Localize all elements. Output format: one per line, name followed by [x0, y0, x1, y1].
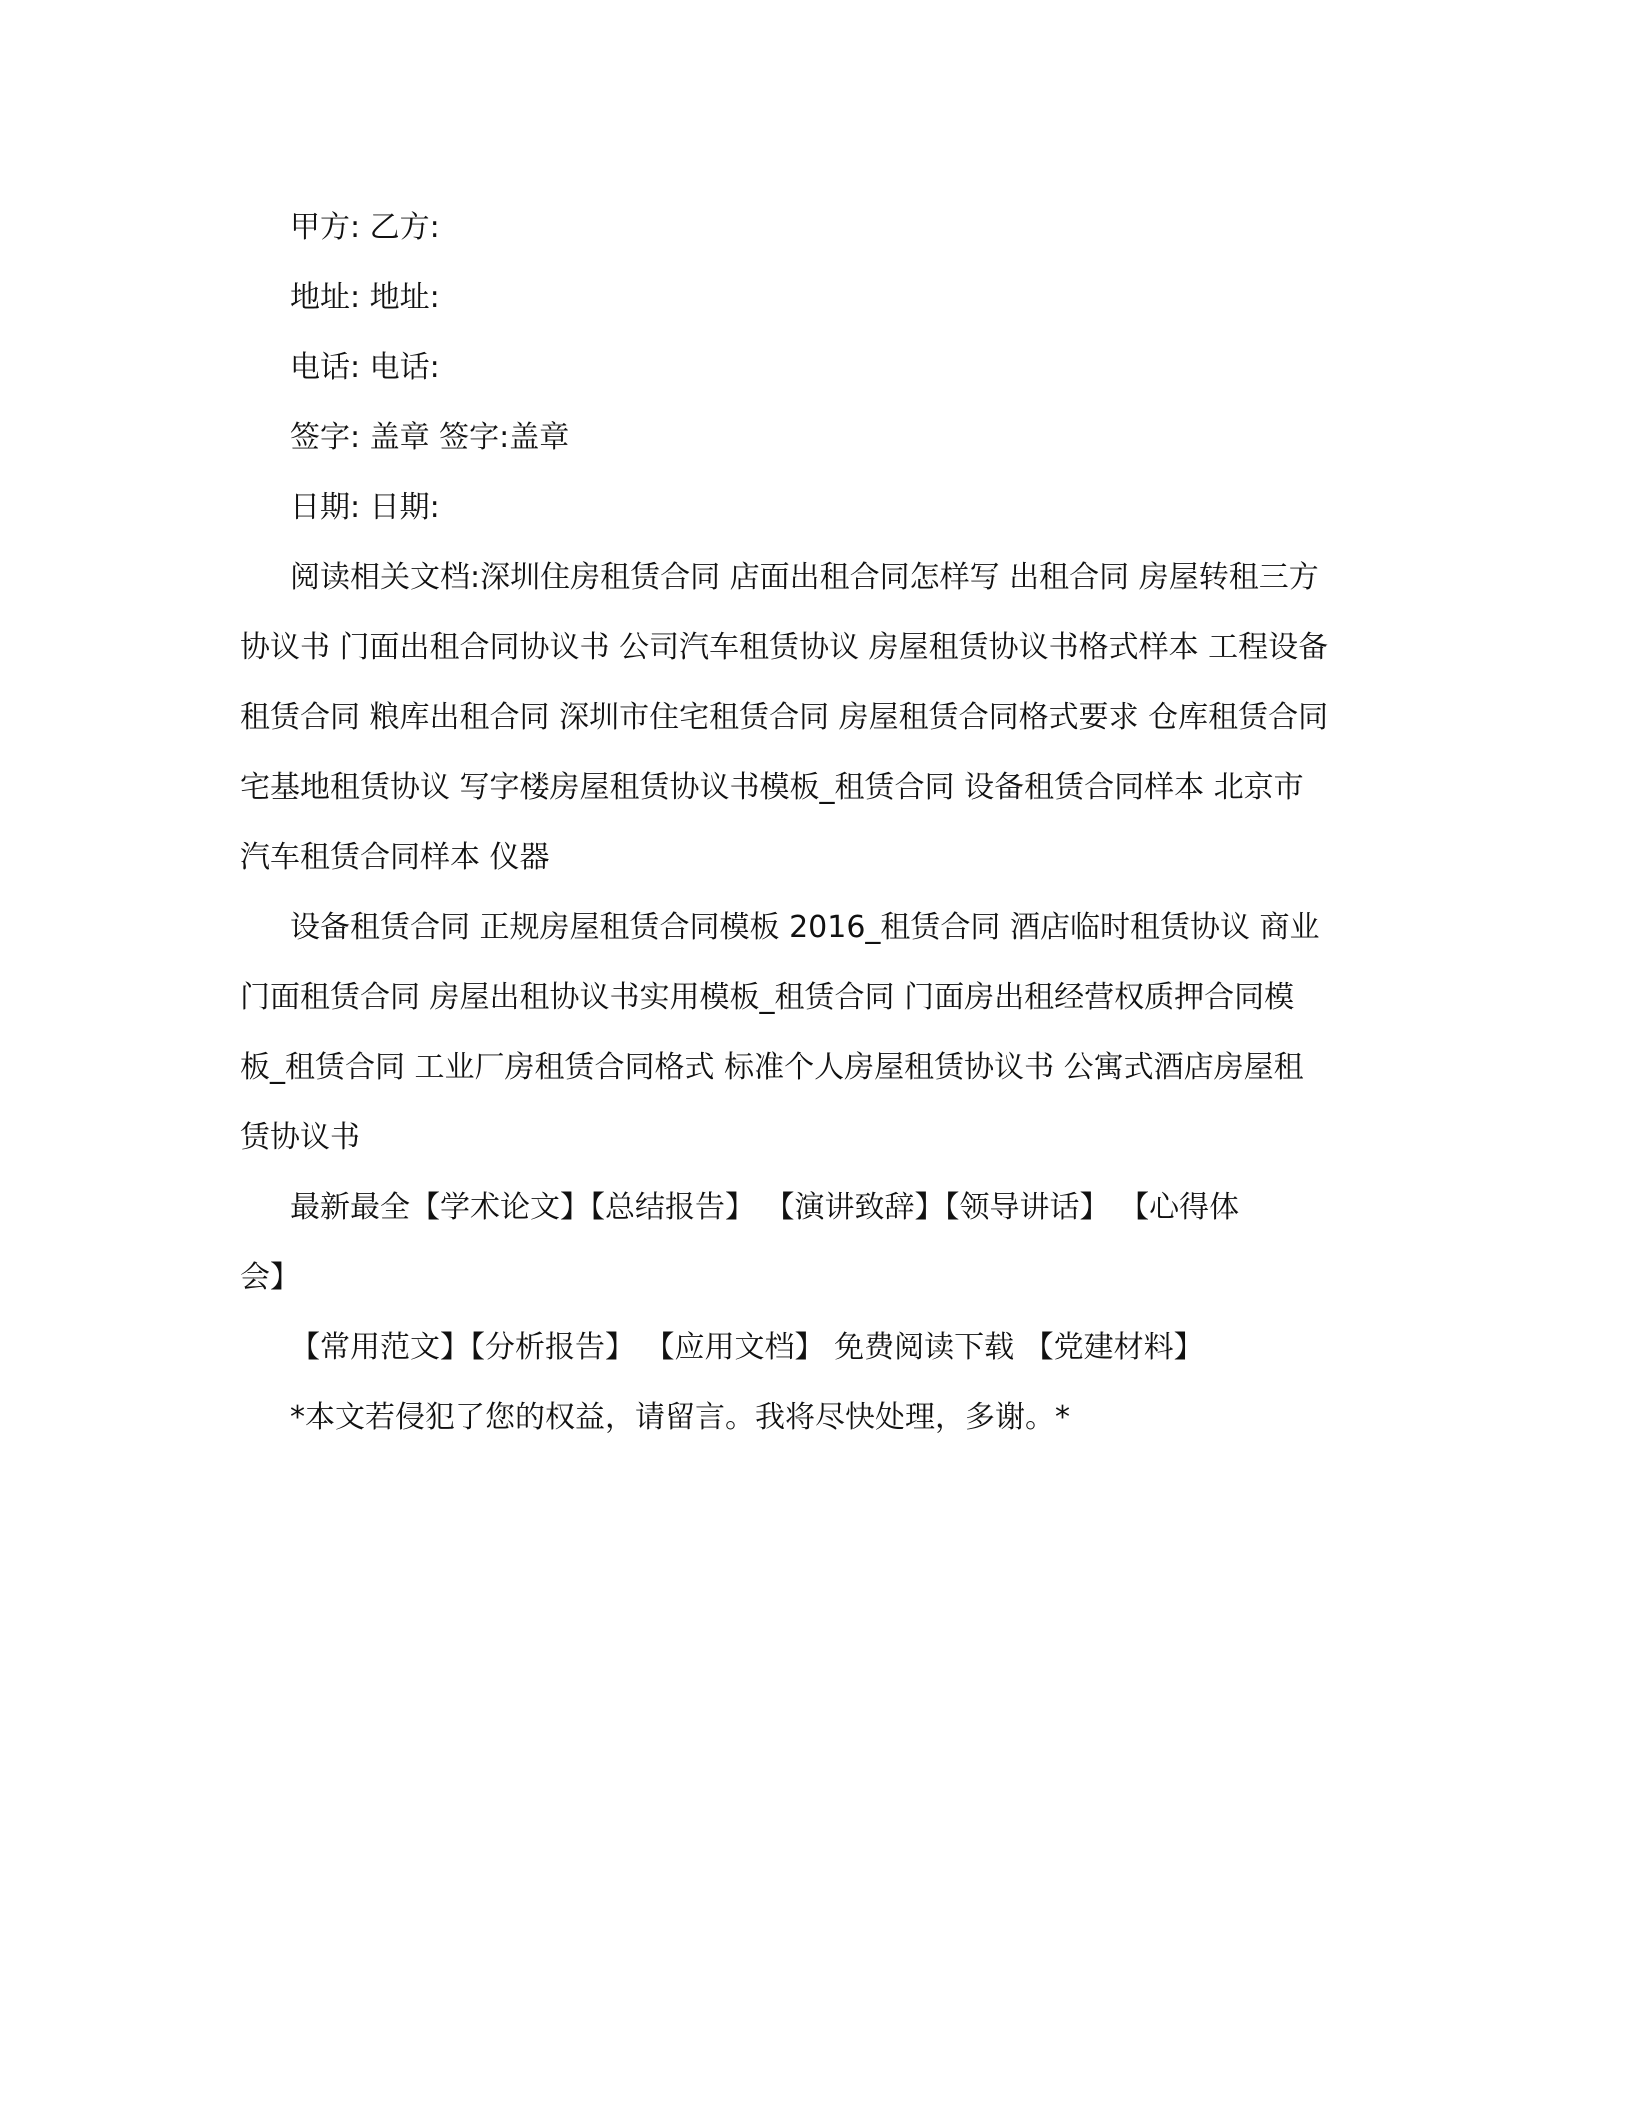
promo-paragraph	[240, 1173, 1390, 1313]
related-docs-line: 赁协议书	[240, 1120, 360, 1155]
related-docs-line: 协议书 门面出租合同协议书 公司汽车租赁协议 房屋租赁协议书格式样本 工程设备	[240, 630, 1329, 665]
related-docs-line: 汽车租赁合同样本 仪器	[240, 840, 550, 875]
related-docs-paragraph	[240, 543, 1390, 893]
promo-line: 会】	[240, 1260, 300, 1295]
address-line: 地址: 地址:	[290, 280, 440, 315]
signature-block	[240, 193, 1390, 543]
copyright-notice	[240, 1383, 1390, 1453]
related-docs-line: 板_租赁合同 工业厂房租赁合同格式 标准个人房屋租赁协议书 公寓式酒店房屋租	[240, 1050, 1304, 1085]
related-docs-line: 阅读相关文档:深圳住房租赁合同 店面出租合同怎样写 出租合同 房屋转租三方	[290, 560, 1319, 595]
related-docs-line: 租赁合同 粮库出租合同 深圳市住宅租赁合同 房屋租赁合同格式要求 仓库租赁合同	[240, 700, 1329, 735]
promo-line: 最新最全【学术论文】【总结报告】 【演讲致辞】【领导讲话】 【心得体	[290, 1190, 1240, 1225]
party-line: 甲方: 乙方:	[290, 210, 440, 245]
related-docs-line: 设备租赁合同 正规房屋租赁合同模板 2016_租赁合同 酒店临时租赁协议 商业	[290, 910, 1320, 945]
phone-line: 电话: 电话:	[290, 350, 440, 385]
related-docs-paragraph-2	[240, 893, 1390, 1173]
date-line: 日期: 日期:	[290, 490, 440, 525]
related-docs-line: 门面租赁合同 房屋出租协议书实用模板_租赁合同 门面房出租经营权质押合同模	[240, 980, 1295, 1015]
related-docs-line: 宅基地租赁协议 写字楼房屋租赁协议书模板_租赁合同 设备租赁合同样本 北京市	[240, 770, 1304, 805]
promo-line: 【常用范文】【分析报告】 【应用文档】 免费阅读下载 【党建材料】	[290, 1330, 1204, 1365]
notice-text: *本文若侵犯了您的权益，请留言。我将尽快处理，多谢。*	[290, 1400, 1070, 1435]
promo-paragraph-2	[240, 1313, 1390, 1383]
sign-line: 签字: 盖章 签字:盖章	[290, 420, 570, 455]
